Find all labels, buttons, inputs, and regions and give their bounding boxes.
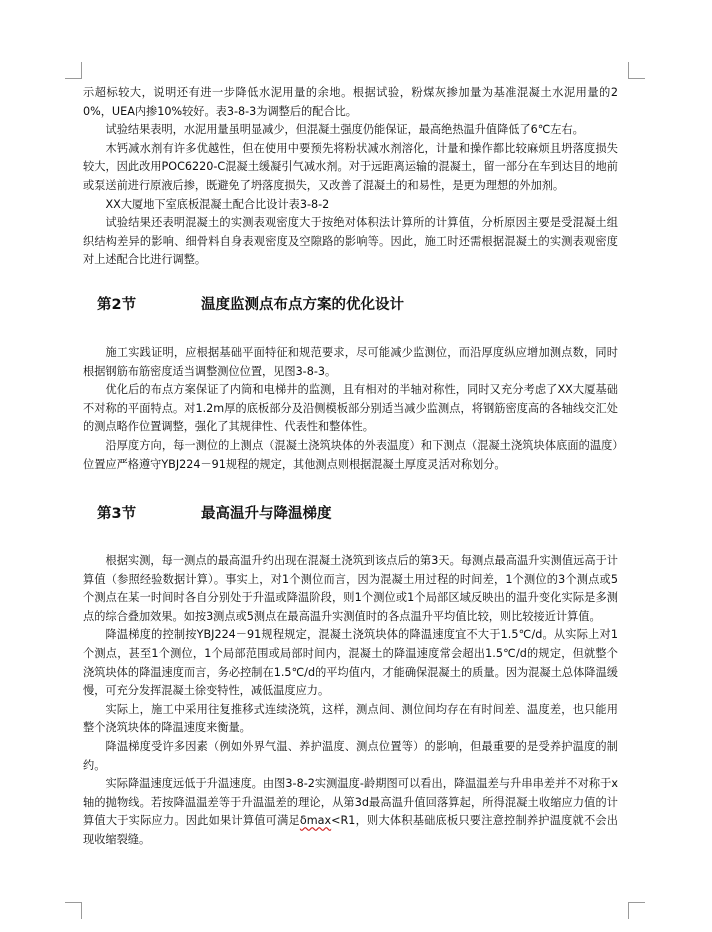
paragraph: 实际上，施工中采用往复推移式连续浇筑，这样，测点间、测位间均存在有时间差、温度差，也只能用整个浇筑块体的降温速度来衡量。 xyxy=(83,702,618,735)
section-number: 第2节 xyxy=(97,297,137,314)
section-number: 第3节 xyxy=(97,505,137,522)
paragraph: 降温梯度的控制按YBJ224－91规程规定，混凝土浇筑块体的降温速度宜不大于1.5℃/d。从实际上对1个测点，甚至1个测位，1个局部范围或局部时间内，混凝土的降温速度常会超出1.5℃/d的规定，但就整个浇筑块体的降温速度而言，务必控制在1.5℃/d的平均值内，才能确保混凝土的质量。因为混凝土总体降温缓慢，可充分发挥混凝土徐变特性，减低温度应力。 xyxy=(83,628,618,698)
document-body xyxy=(83,84,618,850)
crop-mark-bottom-right xyxy=(628,902,645,919)
section-heading xyxy=(97,492,618,532)
paragraph: 施工实践证明，应根据基础平面特征和规范要求，尽可能减少监测位，而沿厚度纵应增加测点数，同时根据钢筋布筋密度适当调整测位位置，见图3-8-3。 xyxy=(83,345,618,378)
table-caption: XX大厦地下室底板混凝土配合比设计表3-8-2 xyxy=(105,197,330,211)
formula-symbol: δmax xyxy=(299,814,332,828)
paragraph-text: <R1，则大体积基础底板只要注意控制养护温度就不会出现收缩裂缝。 xyxy=(83,814,618,846)
paragraph: 降温梯度受许多因素（例如外界气温、养护温度、测点位置等）的影响，但最重要的是受养护温度的制约。 xyxy=(83,740,618,772)
paragraph: 试验结果还表明混凝土的实测表观密度大于按绝对体积法计算所的计算值，分析原因主要是受混凝土组织结构差异的影响、细骨料自身表观密度及空隙路的影响等。因此，施工时还需根据混凝土的实测表观密度对上述配合比进行调整。 xyxy=(83,216,618,267)
section-title: 最高温升与降温梯度 xyxy=(201,505,332,522)
paragraph: 沿厚度方向，每一测位的上测点（混凝土浇筑块体的外表温度）和下测点（混凝土浇筑块体底面的温度）位置应严格遵守YBJ224－91规程的规定，其他测点则根据混凝土厚度灵活对称划分。 xyxy=(83,438,618,471)
paragraph: 优化后的布点方案保证了内筒和电梯井的监测，且有相对的半轴对称性，同时又充分考虑了XX大厦基础不对称的平面特点。对1.2m厚的底板部分及沿侧模板部分别适当减少监测点，将钢筋密度高的各轴线交汇处的测点略作位置调整，强化了其规律性、代表性和整体性。 xyxy=(83,383,618,434)
paragraph xyxy=(83,775,618,849)
crop-mark-top-right xyxy=(628,62,645,79)
paragraph-text: 实际降温速度远低于升温速度。由图3-8-2实测温度-龄期图可以看出，降温温差与升串串差并不对称于x轴的抛物线。若按降温温差等于升温温差的理论，从第3d最高温升值回落算起，所得混凝土收缩应力值的计算值大于实际应力。因此如果计算值可满足 xyxy=(83,777,618,828)
section-title: 温度监测点布点方案的优化设计 xyxy=(201,297,404,314)
paragraph-continued: 示超标较大，说明还有进一步降低水泥用量的余地。根据试验，粉煤灰掺加量为基准混凝土水泥用量的20%，UEA内掺10%较好。表3-8-3为调整后的配合比。 xyxy=(83,86,618,118)
paragraph: 试验结果表明，水泥用量虽明显减少，但混凝土强度仍能保证，最高绝热温升值降低了6℃左右。 xyxy=(105,123,584,137)
crop-mark-top-left xyxy=(65,62,82,79)
crop-mark-bottom-left xyxy=(65,902,82,919)
paragraph: 木钙减水剂有许多优越性，但在使用中要预先将粉状减水剂溶化，计量和操作都比较麻烦且坍落度损失较大，因此改用POC6220-C混凝土缓凝引气减水剂。对于远距离运输的混凝土，留一部分在车到达目的地前或泵送前进行原液后掺，既避免了坍落度损失，又改善了混凝土的和易性，是更为理想的外加剂。 xyxy=(83,141,618,192)
section-heading xyxy=(97,284,618,324)
paragraph: 根据实测，每一测点的最高温升约出现在混凝土浇筑到该点后的第3天。每测点最高温升实测值远高于计算值（参照经验数据计算）。事实上，对1个测位而言，因为混凝土用过程的时间差，1个测位的3个测点或5个测点在某一时间时各自分别处于升温或降温阶段，则1个测位或1个局部区域反映出的温升变化实际是多测点的综合叠加效果。如按3测点或5测点在最高温升实测值时的各点温升平均值比较，则比较接近计算值。 xyxy=(83,554,618,623)
